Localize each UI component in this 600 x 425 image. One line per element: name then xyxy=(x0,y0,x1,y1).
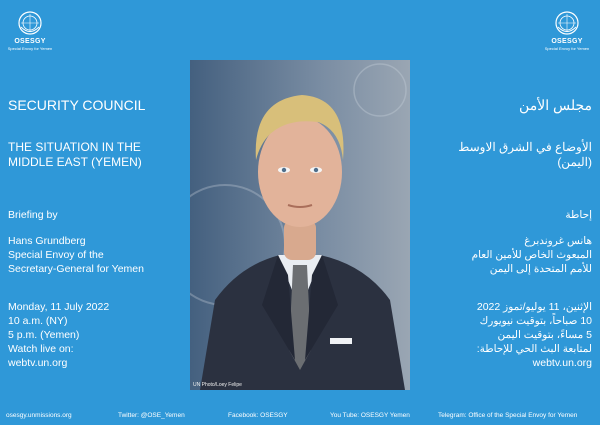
topic-en xyxy=(8,140,188,170)
time-ny-ar: 10 صباحاً، بتوقيت نيويورك xyxy=(479,315,592,327)
time-ny-en: 10 a.m. (NY) xyxy=(8,315,68,327)
date-en: Monday, 11 July 2022 xyxy=(8,301,110,313)
topic-line1-ar: الأوضاع في الشرق الاوسط xyxy=(458,140,592,154)
time-yemen-ar: 5 مساءً، بتوقيت اليمن xyxy=(497,329,592,341)
logo-name: OSESGY xyxy=(14,38,46,45)
footer-twitter[interactable]: Twitter: @OSE_Yemen xyxy=(118,412,185,419)
speaker-name-en: Hans Grundberg xyxy=(8,235,86,247)
date-ar: الإثنين، 11 يوليو/تموز 2022 xyxy=(476,301,592,313)
footer-facebook[interactable]: Facebook: OSESGY xyxy=(228,412,288,419)
logo-name: OSESGY xyxy=(551,38,583,45)
footer-telegram[interactable]: Telegram: Office of the Special Envoy for Yemen xyxy=(438,412,578,419)
speaker-title-line2-ar: للأمم المتحدة إلى اليمن xyxy=(489,263,592,275)
speaker-portrait-image xyxy=(190,60,410,390)
watch-link-en[interactable]: webtv.un.org xyxy=(8,357,68,369)
un-emblem-icon xyxy=(17,10,43,36)
topic-line1-en: THE SITUATION IN THE xyxy=(8,140,141,154)
speaker-name-ar: هانس غروندبرغ xyxy=(524,235,592,247)
watch-link-ar[interactable]: webtv.un.org xyxy=(532,357,592,369)
speaker-title-line2-en: Secretary-General for Yemen xyxy=(8,263,144,275)
photo-credit: UN Photo/Loey Felipe xyxy=(193,382,242,388)
time-yemen-en: 5 p.m. (Yemen) xyxy=(8,329,80,341)
watch-label-ar: لمتابعة البث الحي للإحاطة: xyxy=(476,343,592,355)
speaker-photo xyxy=(190,60,410,390)
council-title-ar: مجلس الأمن xyxy=(519,97,592,113)
briefing-by-ar: إحاطة xyxy=(565,209,592,221)
footer-youtube[interactable]: You Tube: OSESGY Yemen xyxy=(330,412,410,419)
schedule-en xyxy=(8,300,188,370)
osesgy-logo-left xyxy=(5,10,55,51)
logo-subtitle: Special Envoy for Yemen xyxy=(544,46,590,51)
schedule-ar xyxy=(402,300,592,370)
speaker-block-ar xyxy=(402,234,592,276)
topic-ar xyxy=(402,140,592,170)
speaker-block-en xyxy=(8,234,188,276)
speaker-title-line1-ar: المبعوث الخاص للأمين العام xyxy=(471,249,592,261)
speaker-title-line1-en: Special Envoy of the xyxy=(8,249,104,261)
logo-subtitle: Special Envoy for Yemen xyxy=(7,46,53,51)
council-title-en: SECURITY COUNCIL xyxy=(8,97,146,113)
topic-line2-ar: (اليمن) xyxy=(557,155,592,169)
briefing-by-en: Briefing by xyxy=(8,209,58,221)
footer-website[interactable]: osesgy.unmissions.org xyxy=(6,412,72,419)
un-emblem-icon xyxy=(554,10,580,36)
osesgy-logo-right xyxy=(542,10,592,51)
topic-line2-en: MIDDLE EAST (YEMEN) xyxy=(8,155,142,169)
watch-label-en: Watch live on: xyxy=(8,343,74,355)
